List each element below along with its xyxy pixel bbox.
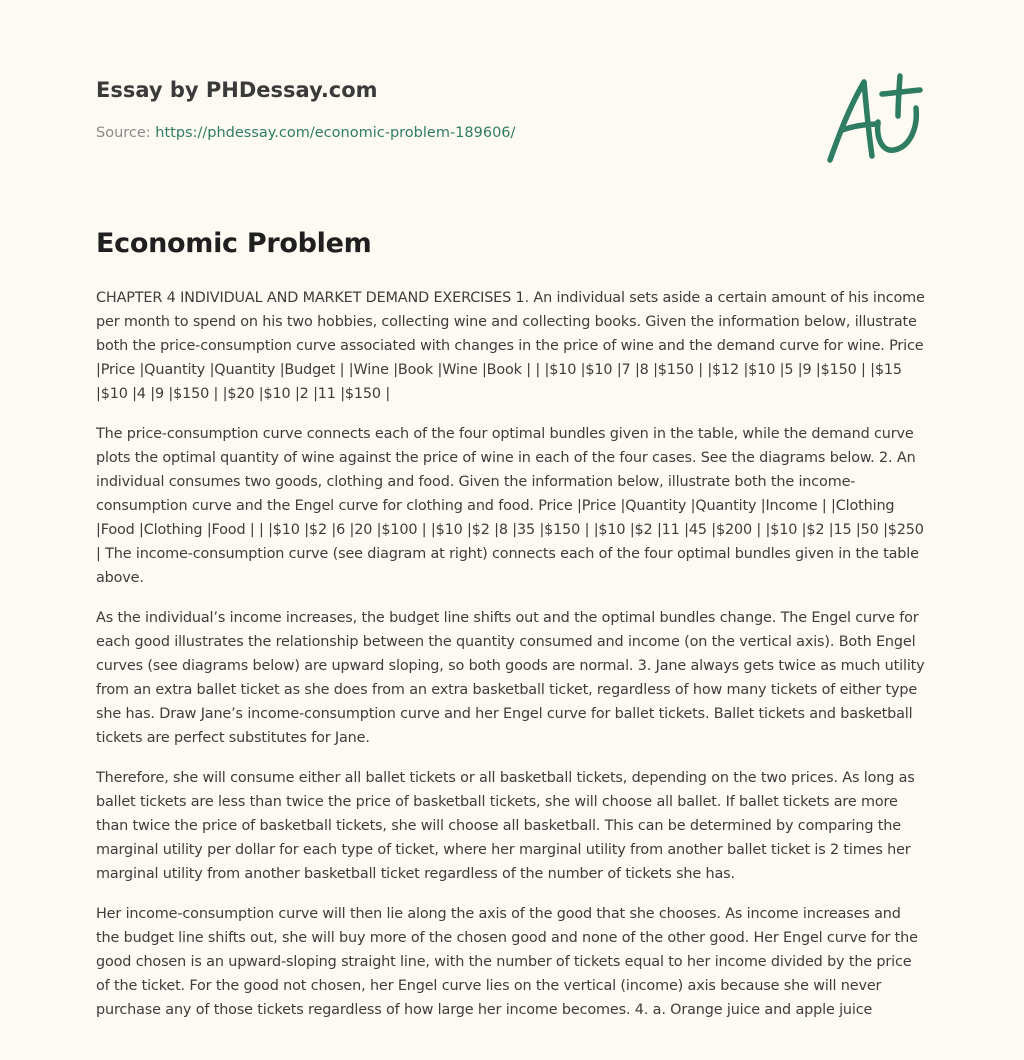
source-link[interactable]: https://phdessay.com/economic-problem-189606/ [155, 125, 516, 141]
source-label: Source: [96, 125, 156, 141]
source-line [96, 123, 515, 143]
a-plus-logo [820, 68, 930, 168]
paragraph: The price-consumption curve connects each of the four optimal bundles given in the table, while the demand curve plots the optimal quantity of wine against the price of wine in each of the four cases. See the diagrams below. 2. An individual consumes two goods, clothing and food. Given the information below, illustrate both the income-consumption curve and the Engel curve for clothing and food. Price |Price |Quantity |Quantity |Income | |Clothing |Food |Clothing |Food | | |$10 |$2 |6 |20 |$100 | |$10 |$2 |8 |35 |$150 | |$10 |$2 |11 |45 |$200 | |$10 |$2 |15 |50 |$250 | The income-consumption curve (see diagram at right) connects each of the four optimal bundles given in the table above. [96, 426, 924, 586]
article-body [96, 286, 928, 1038]
paragraph: CHAPTER 4 INDIVIDUAL AND MARKET DEMAND EXERCISES 1. An individual sets aside a certain amount of his income per month to spend on his two hobbies, collecting wine and collecting books. Given the information below, illustrate both the price-consumption curve associated with changes in the price of wine and the demand curve for wine. Price |Price |Quantity |Quantity |Budget | |Wine |Book |Wine |Book | | |$10 |$10 |7 |8 |$150 | |$12 |$10 |5 |9 |$150 | |$15 |$10 |4 |9 |$150 | |$20 |$10 |2 |11 |$150 | [96, 290, 925, 402]
paragraph: Her income-consumption curve will then lie along the axis of the good that she chooses. As income increases and the budget line shifts out, she will buy more of the chosen good and none of the other good. Her Engel curve for the good chosen is an upward-sloping straight line, with the number of tickets equal to her income divided by the price of the ticket. For the good not chosen, her Engel curve lies on the vertical (income) axis because she will never purchase any of those tickets regardless of how large her income becomes. 4. a. Orange juice and apple juice [96, 906, 918, 1018]
brand-title: Essay by PHDessay.com [96, 78, 378, 102]
paragraph: As the individual’s income increases, the budget line shifts out and the optimal bundles change. The Engel curve for each good illustrates the relationship between the quantity consumed and income (on the vertical axis). Both Engel curves (see diagrams below) are upward sloping, so both goods are normal. 3. Jane always gets twice as much utility from an extra ballet ticket as she does from an extra basketball ticket, regardless of how many tickets of either type she has. Draw Jane’s income-consumption curve and her Engel curve for ballet tickets. Ballet tickets and basketball tickets are perfect substitutes for Jane. [96, 610, 925, 746]
page-header [96, 76, 928, 176]
paragraph: Therefore, she will consume either all ballet tickets or all basketball tickets, depending on the two prices. As long as ballet tickets are less than twice the price of basketball tickets, she will choose all ballet. If ballet tickets are more than twice the price of basketball tickets, she will choose all basketball. This can be determined by comparing the marginal utility per dollar for each type of ticket, where her marginal utility from another ballet ticket is 2 times her marginal utility from another basketball ticket regardless of the number of tickets she has. [96, 770, 915, 882]
article-title: Economic Problem [96, 228, 372, 259]
